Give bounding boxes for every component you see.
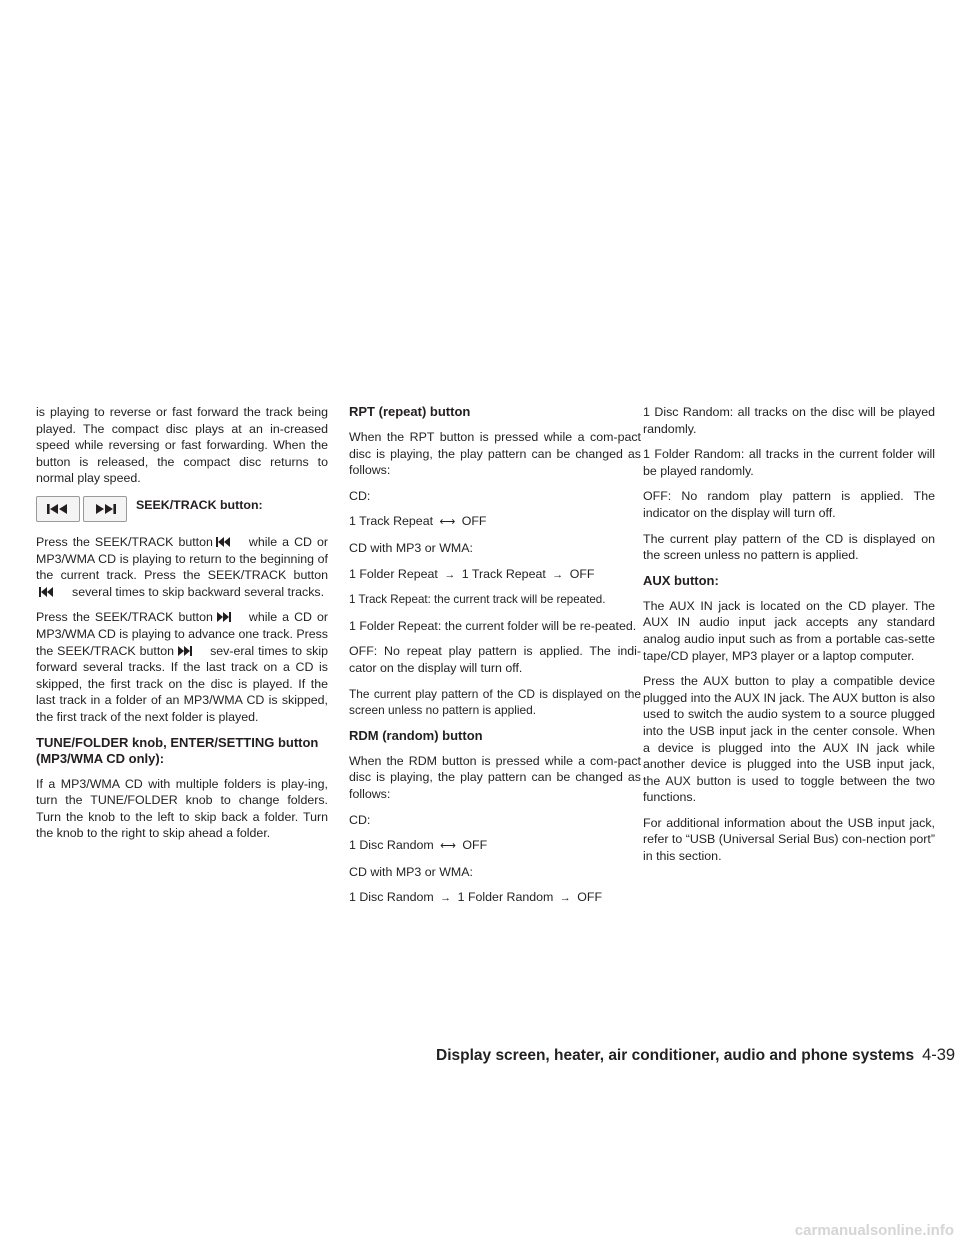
pattern-item: 1 Disc Random [349, 890, 434, 905]
seek-back-inline-icon [39, 587, 54, 597]
seek-forward-inline-icon [216, 612, 231, 622]
pattern-item: OFF [461, 514, 487, 529]
watermark: carmanualsonline.info [794, 1222, 954, 1239]
double-arrow-icon: ⟷ [439, 516, 456, 529]
rdm-display-desc: The current play pattern of the CD is displayed on the screen unless no pattern is applied. [643, 531, 935, 563]
footer-section-title: Display screen, heater, air conditioner, audio and phone systems [436, 1047, 915, 1064]
right-arrow-icon: → [559, 892, 571, 905]
seek-p1-text-b: while a CD or MP3/WMA CD is playing to return to the beginning of the current track. Press the SEEK/TRACK button [36, 534, 329, 583]
page-footer [436, 1046, 956, 1065]
pattern-item: 1 Folder Random [457, 890, 554, 905]
aux-heading: AUX button: [643, 572, 719, 588]
seek-forward-inline-icon [177, 646, 192, 656]
seek-track-heading: SEEK/TRACK button: [136, 497, 263, 512]
column-3 [643, 404, 935, 874]
seek-p1-text-c: several times to skip backward several tracks. [72, 584, 325, 599]
aux-paragraph-3: For additional information about the USB input jack, refer to “USB (Universal Serial Bus) con-nection port” in this section. [643, 815, 935, 864]
seek-p1-text-a: Press the SEEK/TRACK button [36, 534, 213, 549]
seek-p2-text-a: Press the SEEK/TRACK button [36, 610, 213, 625]
tune-folder-paragraph: If a MP3/WMA CD with multiple folders is play-ing, turn the TUNE/FOLDER knob to change folders. Turn the knob to the left to skip back a folder. Turn the knob to the right to skip ahead a folder. [36, 776, 328, 841]
seek-back-inline-icon [216, 537, 231, 547]
rpt-intro: When the RPT button is pressed while a com-pact disc is playing, the play pattern can be changed as follows: [349, 430, 641, 478]
rpt-cd-pattern [349, 513, 641, 531]
pattern-item: OFF [569, 566, 595, 581]
column-1 [36, 404, 328, 851]
seek-p2-text-c: sev-eral times to skip forward several tracks. If the last track on a CD is skipped, the first track on the disc is played. If the last track in a folder of an MP3/WMA CD is skipped, the first track of the next folder is played. [36, 643, 328, 724]
rpt-off-desc: OFF: No repeat play pattern is applied. The indi-cator on the display will turn off. [349, 644, 641, 675]
intro-paragraph: is playing to reverse or fast forward the track being played. The compact disc plays at an in-creased speed while reversing or fast forwarding. When the button is released, the compact disc returns to normal play speed. [36, 405, 328, 486]
aux-paragraph-2: Press the AUX button to play a compatible device plugged into the AUX IN jack. The AUX button is also used to switch the audio system to a source plugged into the USB input jack in the center console. When a device is plugged into the AUX IN jack while another device is plugged into the USB input jack, the AUX button is used to toggle between the two functions. [643, 674, 935, 805]
tune-folder-heading: TUNE/FOLDER knob, ENTER/SETTING button (MP3/WMA CD only): [36, 734, 319, 766]
pattern-item: OFF [577, 890, 603, 905]
rdm-heading: RDM (random) button [349, 727, 483, 743]
rpt-display-desc: The current play pattern of the CD is displayed on the screen unless no pattern is applied. [349, 686, 641, 718]
rdm-off-desc: OFF: No random play pattern is applied. The indicator on the display will turn off. [643, 489, 935, 520]
rpt-folder-desc: 1 Folder Repeat: the current folder will be re-peated. [349, 618, 637, 633]
rpt-cd-label: CD: [349, 488, 371, 503]
pattern-item: OFF [462, 838, 488, 853]
column-2 [349, 404, 641, 916]
rpt-mp3-pattern [349, 566, 641, 584]
seek-back-button-graphic [36, 496, 80, 522]
right-arrow-icon: → [444, 568, 456, 581]
rpt-mp3-label: CD with MP3 or WMA: [349, 540, 473, 555]
rpt-heading: RPT (repeat) button [349, 404, 471, 419]
rdm-mp3-label: CD with MP3 or WMA: [349, 864, 473, 879]
rdm-cd-pattern [349, 837, 641, 855]
pattern-item: 1 Folder Repeat [349, 566, 438, 581]
rdm-cd-label: CD: [349, 812, 371, 827]
right-arrow-icon: → [552, 568, 564, 581]
rpt-track-desc: 1 Track Repeat: the current track will be repeated. [349, 593, 606, 607]
rdm-folder-desc: 1 Folder Random: all tracks in the current folder will be played randomly. [643, 447, 935, 478]
seek-back-paragraph [36, 534, 328, 600]
pattern-item: 1 Track Repeat [349, 514, 434, 529]
right-arrow-icon: → [440, 892, 452, 905]
rdm-disc-desc: 1 Disc Random: all tracks on the disc will be played randomly. [643, 405, 935, 436]
aux-paragraph-1: The AUX IN jack is located on the CD player. The AUX IN audio input jack accepts any standard analog audio input such as from a portable cas-sette tape/CD player, MP3 player or a laptop computer. [643, 598, 935, 663]
seek-forward-button-graphic [83, 496, 127, 522]
pattern-item: 1 Track Repeat [461, 566, 546, 581]
page-number: 4-39 [922, 1046, 956, 1064]
seek-forward-paragraph [36, 609, 328, 725]
rdm-mp3-pattern [349, 889, 641, 907]
seek-p2-text-b: while a CD or MP3/WMA CD is playing to advance one track. Press the SEEK/TRACK button [36, 610, 329, 658]
seek-forward-icon [92, 503, 118, 515]
seek-track-heading-row [36, 496, 328, 523]
double-arrow-icon: ⟷ [440, 840, 456, 853]
seek-back-icon [45, 503, 71, 515]
rdm-intro: When the RDM button is pressed while a com-pact disc is playing, the play pattern can be changed as follows: [349, 753, 641, 801]
pattern-item: 1 Disc Random [349, 838, 434, 853]
